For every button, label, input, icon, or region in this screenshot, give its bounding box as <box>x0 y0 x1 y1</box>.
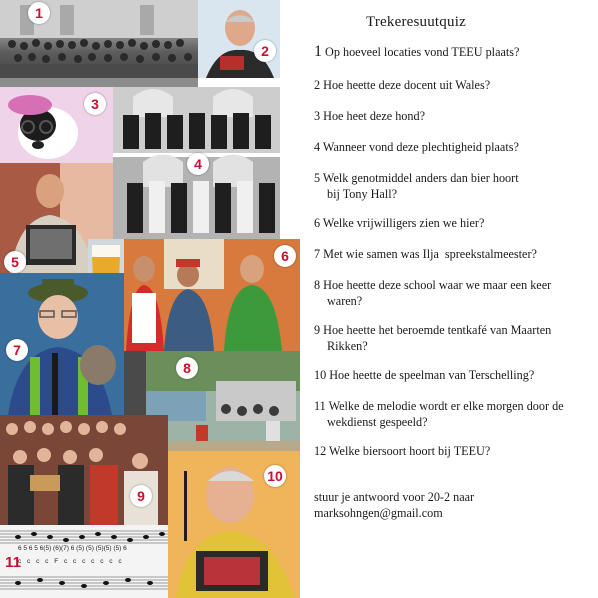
photo-dog <box>0 87 113 163</box>
question-4 <box>314 139 519 155</box>
photo-badge-10: 10 <box>264 465 286 487</box>
photo-welsh-teacher <box>198 0 280 78</box>
question-text: Wanneer vond deze plechtigheid plaats? <box>322 140 519 154</box>
question-text: Welk genotmiddel anders dan bier hoort <box>322 171 519 185</box>
question-text-continued: waren? <box>327 294 363 308</box>
question-text-continued: Rikken? <box>327 339 368 353</box>
question-number: 10 <box>314 368 327 382</box>
sheet-music-numbers: 6 5 6 5 6(5) (6)(7) 6 (5) (5) (5)(5) (5) 6 <box>18 545 127 552</box>
question-number: 3 <box>314 109 321 123</box>
question-10 <box>314 367 534 383</box>
submission-email[interactable]: marksohngen@gmail.com <box>314 506 443 520</box>
question-1 <box>314 44 519 60</box>
question-text: Welke de melodie wordt er elke morgen door de <box>328 399 564 413</box>
question-text-continued: bij Tony Hall? <box>327 187 398 201</box>
question-9 <box>314 322 551 354</box>
question-number: 11 <box>314 399 326 413</box>
photo-badge-8: 8 <box>176 357 198 379</box>
sheet-music-notes: c c c c F c c c c c c c <box>18 558 122 565</box>
question-text: Met wie samen was Ilja <box>323 247 439 261</box>
question-2 <box>314 77 490 93</box>
tentcafe-illustration <box>146 351 300 451</box>
question-5 <box>314 170 519 202</box>
photo-badge-9: 9 <box>130 485 152 507</box>
question-number: 5 <box>314 171 321 185</box>
question-12 <box>314 443 490 459</box>
photo-badge-2: 2 <box>254 40 276 62</box>
question-number: 9 <box>314 323 321 337</box>
question-text: Welke vrijwilligers zien we hier? <box>322 216 485 230</box>
question-text: Hoe heette de speelman van Terschelling? <box>329 368 535 382</box>
question-number: 8 <box>314 278 321 292</box>
photo-volunteers <box>124 239 300 351</box>
question-number: 4 <box>314 140 321 154</box>
question-text: Hoe heette deze docent uit Wales? <box>323 78 491 92</box>
question-number: 2 <box>314 78 321 92</box>
submission-instructions <box>314 489 474 521</box>
question-8 <box>314 277 551 309</box>
photo-group <box>0 0 198 87</box>
quiz-panel <box>300 0 598 598</box>
question-3 <box>314 108 425 124</box>
photo-woman-hat <box>0 273 124 415</box>
photo-sheet-music <box>0 525 168 598</box>
question-11 <box>314 398 564 430</box>
photo-badge-4: 4 <box>187 153 209 175</box>
quiz-title: Trekeresuutquiz <box>366 14 466 30</box>
photo-badge-11: 11 <box>5 554 21 571</box>
photo-badge-1: 1 <box>28 2 50 24</box>
question-text: Op hoeveel locaties vond TEEU plaats? <box>325 45 520 59</box>
question-text-part2: spreekstalmeester? <box>444 247 537 261</box>
photo-strip <box>124 351 146 415</box>
submission-text: stuur je antwoord voor 20-2 naar <box>314 490 475 504</box>
question-number: 7 <box>314 247 321 261</box>
photo-badge-3: 3 <box>84 93 106 115</box>
photo-tentcafe <box>146 351 300 451</box>
question-text: Welke biersoort hoort bij TEEU? <box>329 444 491 458</box>
man-portrait-illustration <box>198 0 280 78</box>
photo-speelman <box>168 451 300 598</box>
question-6 <box>314 215 484 231</box>
question-text-continued: wekdienst gespeeld? <box>327 415 428 429</box>
question-text: Hoe heet deze hond? <box>323 109 425 123</box>
photo-badge-5: 5 <box>4 251 26 273</box>
crowd-illustration <box>0 415 168 525</box>
question-text: Hoe heette deze school waar we maar een keer <box>323 278 552 292</box>
question-7 <box>314 246 537 262</box>
question-number: 12 <box>314 444 327 458</box>
photo-badge-7: 7 <box>6 339 28 361</box>
photo-crowd <box>0 415 168 525</box>
question-number: 1 <box>314 43 322 60</box>
question-text: Hoe heette het beroemde tentkafé van Maarten <box>323 323 552 337</box>
photo-ceremony <box>113 87 280 239</box>
question-number: 6 <box>314 216 321 230</box>
photo-badge-6: 6 <box>274 245 296 267</box>
